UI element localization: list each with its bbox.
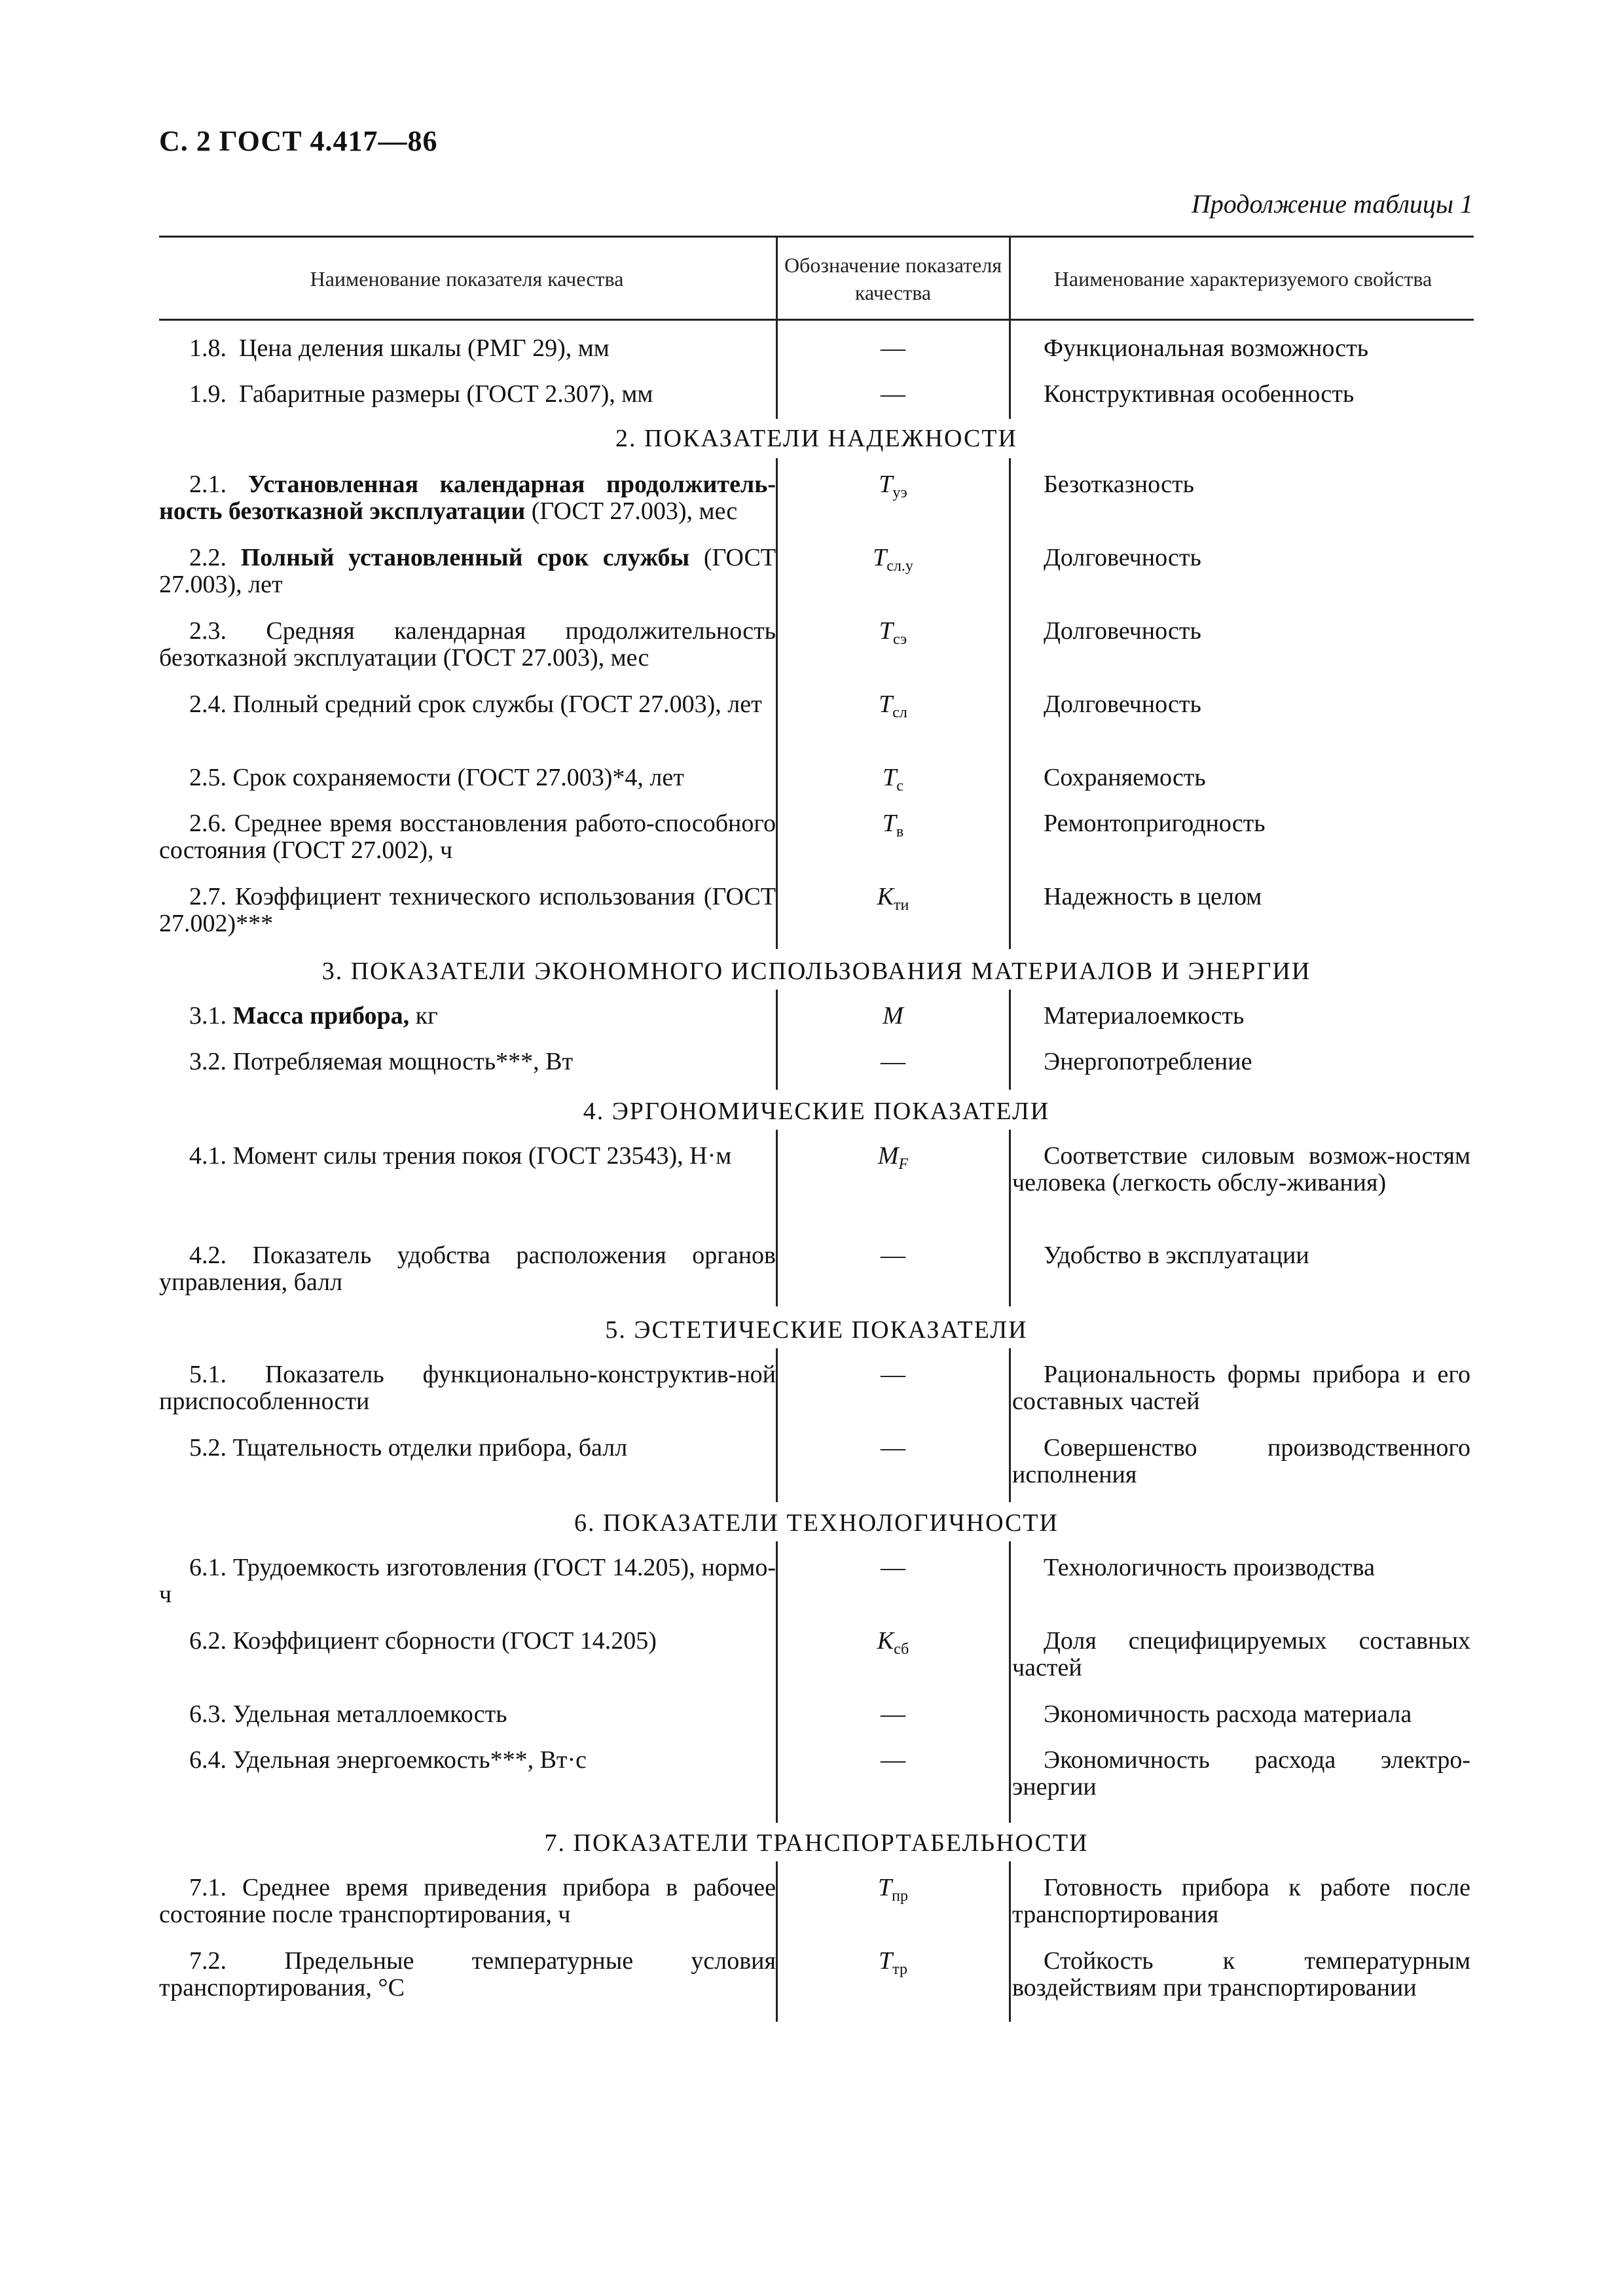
row-symbol-sub: сб [894,1641,909,1658]
row-symbol: T [879,617,893,645]
column-header-property: Наименование характеризуемого свойства [1053,267,1432,291]
row-name-bold: Полный установленный срок службы [240,544,690,571]
row-property: Соответствие силовым возмож-ностям человека (легкость обслу-живания) [1012,1142,1470,1196]
section-title: 6. ПОКАЗАТЕЛИ ТЕХНОЛОГИЧНОСТИ [574,1509,1059,1537]
row-name: (ГОСТ 27.003), лет [159,544,776,598]
row-property: Долговечность [1044,617,1201,645]
row-id: 7.2. [189,1947,227,1975]
row-name: Среднее время приведения прибора в рабочее состояние после транспортирования, ч [159,1874,776,1928]
row-id: 2.1. [189,471,227,498]
section-title: 3. ПОКАЗАТЕЛИ ЭКОНОМНОГО ИСПОЛЬЗОВАНИЯ МАТЕРИАЛОВ И ЭНЕРГИИ [321,958,1311,985]
document-page: С. 2 ГОСТ 4.417—86 Продолжение таблицы 1 Наименование показателя качества Обозначение показателя качества Наименование характеризуемого свойства 1.8. Цена деления шкалы (РМГ 29), мм — Функциональная возможность 1.9. Габаритные размеры (ГОСТ 2.307), мм — Конструктивная особенность 2. ПОКАЗАТЕЛИ НАДЕЖНОСТИ 2.1. Установленная календарная продолжитель-ность безотказной эксплуатации (ГОСТ 27.003), мес $T_{уэ}$ Безотказность 2.2. Полный установленный срок службы (ГОСТ 27.003), лет $T_{сл.у}$ Долговечность 2.3. Средняя календарная продолжительность безотказной эксплуатации (ГОСТ 27.003), мес $T_{сэ}$ Долговечность 2.4. Полный средний срок службы (ГОСТ 27.003), лет $T_{сл}$ Долговечность 2.5. Срок сохраняемости (ГОСТ 27.003)*4, лет $T_с$ Сохраняемость 2.6. Среднее время восстановления работо-способного состояния (ГОСТ 27.002), ч $T_в$ Ремонтопригодность 2.7. Коэффициент технического использования (ГОСТ 27.002)*** $K_{ти}$ Надежность в целом 3. ПОКАЗАТЕЛИ ЭКОНОМНОГО ИСПОЛЬЗОВАНИЯ МАТЕРИАЛОВ И ЭНЕРГИИ 3.1. Масса прибора, кг M Материалоемкость 3.2. Потребляемая мощность***, Вт — Энергопотребление 4. ЭРГОНОМИЧЕСКИЕ ПОКАЗАТЕЛИ 4.1. Момент силы трения покоя (ГОСТ 23543), Н·м $M_F$ Соответствие силовым возмож-ностям человека (легкость обслу-живания) 4.2. Показатель удобства расположения органов управления, балл — Удобство в эксплуатации 5. ЭСТЕТИЧЕСКИЕ ПОКАЗАТЕЛИ 5.1. Показатель функционально-конструктив-ной приспособленности — Рациональность формы прибора и его составных частей 5.2. Тщательность отделки прибора, балл — Совершенство производственного исполнения 6. ПОКАЗАТЕЛИ ТЕХНОЛОГИЧНОСТИ 6.1. Трудоемкость изготовления (ГОСТ 14.205), нормо-ч — Технологичность производства 6.2. Коэффициент сборности (ГОСТ 14.205) $K_{сб}$ Доля специфицируемых составных частей 6.3. Удельная металлоемкость — Экономичность расхода материала 6.4. Удельная энергоемкость***, Вт·с — Экономичность расхода электро-энергии 7. ПОКАЗАТЕЛИ ТРАНСПОРТАБЕЛЬНОСТИ 7.1. Среднее время приведения прибора в рабочее состояние после транспортирования, ч $T_{пр}$ Готовность прибора к работе после транспортирования 7.2. Предельные температурные условия транспортирования, °С $T_{тр}$ Стойкость к температурным воздействиям при транспортировании [0,0,1623,2296]
row-name-bold: Установленная календарная продолжитель-ность безотказной эксплуатации [159,471,776,525]
page-header-title: С. 2 ГОСТ 4.417—86 [159,125,438,157]
column-divider [776,236,778,321]
row-id: 2.5. [189,764,227,791]
row-symbol: K [877,1627,894,1655]
row-id: 7.1. [189,1874,227,1901]
row-name-bold: Масса прибора, [232,1002,410,1030]
table-top-rule [159,236,1474,238]
row-property: Экономичность расхода электро-энергии [1012,1746,1470,1801]
row-property: Ремонтопригодность [1044,810,1266,837]
row-symbol: T [883,764,897,791]
table-continuation-note: Продолжение таблицы 1 [1191,189,1473,219]
row-property: Энергопотребление [1044,1048,1252,1075]
row-id: 6.2. [189,1627,227,1655]
row-id: 1.9 [189,380,221,408]
row-symbol: — [881,1700,905,1728]
row-name: Срок сохраняемости (ГОСТ 27.003)*4, лет [232,764,684,791]
row-symbol-sub: сл.у [886,558,913,575]
row-id: 2.2. [189,544,227,571]
row-property: Доля специфицируемых составных частей [1012,1627,1470,1681]
column-divider [776,458,778,949]
column-divider [1009,321,1011,419]
row-name: Габаритные размеры (ГОСТ 2.307), мм [239,380,653,408]
row-symbol-sub: тр [892,1961,907,1978]
row-symbol: — [881,1242,905,1269]
row-symbol: — [881,1554,905,1581]
row-symbol: — [881,1746,905,1774]
row-name: Цена деления шкалы (РМГ 29), мм [239,334,610,362]
section-title: 5. ЭСТЕТИЧЕСКИЕ ПОКАЗАТЕЛИ [605,1316,1028,1344]
row-name: Удельная металлоемкость [232,1700,507,1728]
row-id: 2.6. [189,810,227,837]
row-name: Момент силы трения покоя (ГОСТ 23543), Н·м [232,1142,732,1170]
section-title: 4. ЭРГОНОМИЧЕСКИЕ ПОКАЗАТЕЛИ [583,1098,1050,1125]
column-divider [1009,458,1011,949]
row-property: Долговечность [1044,691,1201,718]
row-property: Конструктивная особенность [1044,380,1355,408]
row-id: 2.3. [189,617,227,645]
row-name: Коэффициент технического использования (ГОСТ 27.002)*** [159,883,776,937]
column-divider [776,1541,778,1823]
row-id: 4.1. [189,1142,227,1170]
column-divider [1009,236,1011,321]
row-name: (ГОСТ 27.003), мес [525,497,738,525]
row-property: Надежность в целом [1044,883,1262,910]
row-symbol: T [882,810,896,837]
column-divider [1009,1348,1011,1502]
row-property: Технологичность производства [1044,1554,1375,1581]
row-symbol: T [879,1947,893,1975]
table-header-bottom-rule [159,319,1474,321]
row-name: Показатель удобства расположения органов управления, балл [159,1242,776,1296]
column-divider [776,321,778,419]
column-divider [1009,1130,1011,1306]
column-header-name: Наименование показателя качества [310,267,624,291]
row-property: Удобство в эксплуатации [1044,1242,1309,1269]
row-name: Предельные температурные условия транспортирования, °С [159,1947,776,2001]
row-symbol-sub: в [896,823,904,840]
row-property: Рациональность формы прибора и его составных частей [1012,1361,1470,1415]
row-name: кг [409,1002,438,1030]
row-name: Среднее время восстановления работо-способного состояния (ГОСТ 27.002), ч [159,810,776,864]
row-symbol: K [877,883,894,910]
row-property: Экономичность расхода материала [1044,1700,1412,1728]
row-name: Потребляемая мощность***, Вт [232,1048,574,1075]
column-divider [776,1130,778,1306]
row-id: 1.8 [189,334,221,362]
row-symbol: T [878,1874,892,1901]
row-symbol: T [873,544,887,571]
row-id: 6.4. [189,1746,227,1774]
row-property: Готовность прибора к работе после транспортирования [1012,1874,1470,1928]
column-divider [776,990,778,1090]
row-name: Полный средний срок службы (ГОСТ 27.003), лет [232,691,762,718]
row-symbol-sub: с [896,778,903,795]
row-symbol-sub: ти [894,897,909,914]
row-symbol: — [881,1361,905,1388]
column-divider [1009,1541,1011,1823]
column-divider [776,1861,778,2022]
row-name: Тщательность отделки прибора, балл [232,1434,628,1462]
row-property: Долговечность [1044,544,1201,571]
row-property: Материалоемкость [1044,1002,1245,1030]
row-symbol: M [883,1002,903,1030]
row-id: 2.7. [189,883,227,910]
row-symbol: — [881,334,905,362]
row-property: Сохраняемость [1044,764,1206,791]
row-symbol-sub: сл [892,704,907,721]
row-id: 3.1. [189,1002,227,1030]
row-symbol: — [881,1434,905,1462]
row-property: Стойкость к температурным воздействиям при транспортировании [1012,1947,1470,2001]
row-symbol: M [877,1142,899,1170]
row-name: Трудоемкость изготовления (ГОСТ 14.205), нормо-ч [159,1554,776,1608]
row-id: 4.2. [189,1242,227,1269]
row-name: Удельная энергоемкость***, Вт·с [232,1746,587,1774]
row-symbol-sub: сэ [892,631,907,648]
row-symbol: T [879,471,893,498]
row-symbol: T [879,691,893,718]
row-symbol-sub: уэ [892,484,907,501]
row-property: Совершенство производственного исполнения [1012,1434,1470,1488]
row-symbol: — [881,380,905,408]
column-divider [776,1348,778,1502]
row-property: Безотказность [1044,471,1194,498]
row-name: Коэффициент сборности (ГОСТ 14.205) [232,1627,657,1655]
row-id: 3.2. [189,1048,227,1075]
row-id: 6.1. [189,1554,227,1581]
section-title: 2. ПОКАЗАТЕЛИ НАДЕЖНОСТИ [615,425,1017,452]
section-title: 7. ПОКАЗАТЕЛИ ТРАНСПОРТАБЕЛЬНОСТИ [544,1829,1089,1857]
column-divider [1009,990,1011,1090]
row-id: 5.2. [189,1434,227,1462]
column-divider [1009,1861,1011,2022]
row-symbol-sub: F [898,1156,909,1173]
row-symbol-sub: пр [892,1888,908,1905]
row-name: Показатель функционально-конструктив-ной приспособленности [159,1361,776,1415]
row-symbol: — [881,1048,905,1075]
row-id: 6.3. [189,1700,227,1728]
column-header-symbol: Обозначение показателя качества [784,253,1002,304]
row-property: Функциональная возможность [1044,334,1369,362]
row-id: 5.1. [189,1361,227,1388]
row-id: 2.4. [189,691,227,718]
row-name: Средняя календарная продолжительность безотказной эксплуатации (ГОСТ 27.003), мес [159,617,776,672]
